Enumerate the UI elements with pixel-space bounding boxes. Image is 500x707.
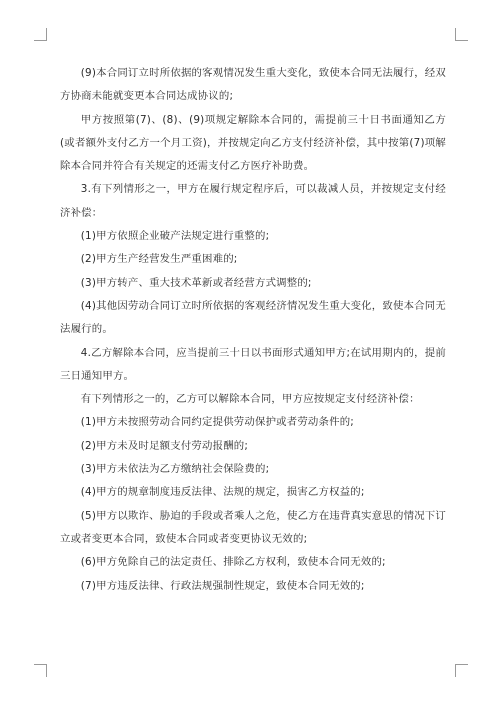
page-corner-mark-top-right — [455, 28, 468, 41]
paragraph-layoff-conditions: 3.有下列情形之一，甲方在履行规定程序后，可以裁减人员，并按规定支付经济补偿： — [60, 183, 446, 219]
list-item-termination-6: (6)甲方免除自己的法定责任、排除乙方权利，致使本合同无效的; — [80, 556, 386, 569]
page-corner-mark-top-left — [34, 28, 47, 41]
list-item-termination-4: (4)甲方的规章制度违反法律、法规的规定，损害乙方权益的; — [80, 486, 365, 499]
paragraph-employee-termination-conditions: 有下列情形之一的，乙方可以解除本合同，甲方应按规定支付经济补偿： — [80, 393, 420, 406]
page-corner-mark-bottom-left — [34, 664, 47, 677]
page-corner-mark-bottom-right — [455, 664, 468, 677]
list-item-termination-2: (2)甲方未及时足额支付劳动报酬的; — [80, 439, 249, 452]
list-item-termination-1: (1)甲方未按照劳动合同约定提供劳动保护或者劳动条件的; — [80, 416, 354, 429]
paragraph-notice-requirement: 甲方按照第(7)、(8)、(9)项规定解除本合同的，需提前三十日书面通知乙方(或者额外支付乙方一个月工资)，并按规定向乙方支付经济补偿，其中按第(7)项解除本合同并符合有关规定的还需支付乙方医疗补助费。 — [60, 113, 446, 173]
paragraph-clause-9: (9)本合同订立时所依据的客观情况发生重大变化，致使本合同无法履行，经双方协商未能就变更本合同达成协议的; — [60, 67, 446, 103]
paragraph-employee-termination: 4.乙方解除本合同，应当提前三十日以书面形式通知甲方;在试用期内的，提前三日通知甲方。 — [60, 346, 446, 382]
list-item-layoff-2: (2)甲方生产经营发生严重困难的; — [80, 253, 238, 266]
list-item-termination-7: (7)甲方违反法律、行政法规强制性规定，致使本合同无效的; — [80, 579, 365, 592]
list-item-layoff-3: (3)甲方转产、重大技术革新或者经营方式调整的; — [80, 276, 312, 289]
list-item-termination-5: (5)甲方以欺诈、胁迫的手段或者乘人之危，使乙方在违背真实意思的情况下订立或者变更本合同，致使本合同或者变更协议无效的; — [60, 509, 446, 545]
list-item-layoff-4: (4)其他因劳动合同订立时所依据的客观经济情况发生重大变化，致使本合同无法履行的。 — [60, 299, 446, 336]
list-item-termination-3: (3)甲方未依法为乙方缴纳社会保险费的; — [80, 463, 270, 476]
document-body — [60, 62, 446, 598]
list-item-layoff-1: (1)甲方依照企业破产法规定进行重整的; — [80, 230, 270, 243]
